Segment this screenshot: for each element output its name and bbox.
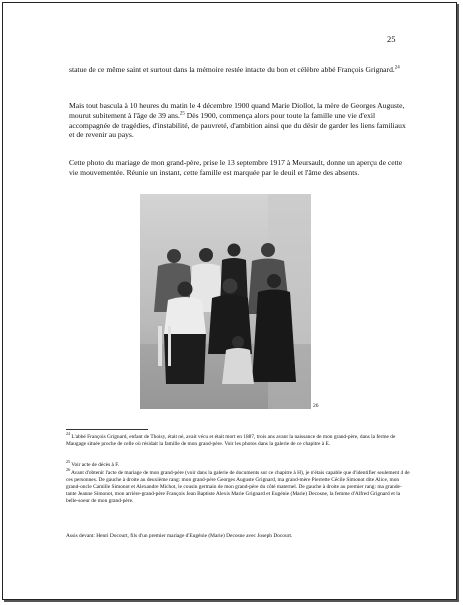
paragraph-1-text: statue de ce même saint et surtout dans la mémoire restée intacte du bon et célèbre abbé François Grignard. — [69, 65, 395, 74]
paragraph-2-text-a: Mais tout bascula à 10 heures du matin le 4 décembre 1900 quand Marie Diollot, la mère de Georges Auguste, mourut subitement à l'âge de 39 ans. — [69, 101, 405, 120]
footnote-separator — [66, 429, 148, 430]
paragraph-2 — [69, 101, 409, 140]
footnote-24-number: 24 — [66, 431, 70, 437]
footnote-24-text: L'abbé François Grignard, enfant de Thoisy, était né, avait vécu et était mort en 1887, trois ans avant la naissance de mon grand-père, dans la ferme de Maugage située proche de celle où résidait la famille de mon grand-père. Voir les photos dans la galerie de ce chapitre à E. — [66, 434, 396, 447]
footnote-ref-24[interactable]: 24 — [394, 65, 400, 71]
footnote-25 — [66, 459, 410, 469]
footnote-26-continued: Assis devant: Henri Docourt, fils d'un premier mariage d'Eugénie (Marie) Decosne avec Joseph Docourt. — [66, 533, 293, 539]
paragraph-1 — [69, 65, 409, 75]
footnote-25-text: Voir acte de décès à F. — [70, 462, 120, 468]
page-number: 25 — [387, 34, 396, 44]
footnote-26-text: Avant d'obtenir l'acte de mariage de mon grand-père (voir dans la galerie de documents sur ce chapitre à H), je n'étais capable que d'identifier seulement 4 de ces personnes. De gauche à droite au deuxième rang: mon grand-père Georges Auguste Grignard, ma grand-mère Pierrette Cécile Simonot dite Alice, mon grand-oncle Camille Simonot et Alexandre Michot, le cousin germain de mon grand-père du côté maternel. De gauche à droite au premier rang: ma grande-tante Jeanne Simonot, mon arrière-grand-père François Jean Baptiste Alexis Marie Grignard et Eugénie (Marie) Decosne, la femme d'Alfred Grignard et la belle-soeur de mon grand-père. — [66, 470, 410, 504]
paragraph-3: Cette photo du mariage de mon grand-père, prise le 13 septembre 1917 à Meursault, donne un aperçu de cette vie mouvementée. Réunie un instant, cette famille est marquée par le deuil et l'âme des absents. — [69, 158, 403, 177]
wedding-photo-image — [140, 194, 311, 409]
footnote-25-number: 25 — [66, 459, 70, 465]
paragraph-2-text-b: Dès 1900, commença alors pour toute la famille une vie d'exil accompagnée de tragédies, d'instabilité, de pauvreté, d'ambition ainsi que du désir de garder les liens familiaux et de revenir au pays. — [69, 110, 406, 140]
photo-footnote-ref-26[interactable]: 26 — [313, 403, 319, 409]
footnote-26-number: 26 — [66, 467, 70, 473]
footnote-26 — [66, 467, 410, 505]
footnote-24 — [66, 431, 410, 448]
wedding-photo — [140, 194, 311, 409]
footnote-ref-25[interactable]: 25 — [179, 111, 185, 117]
